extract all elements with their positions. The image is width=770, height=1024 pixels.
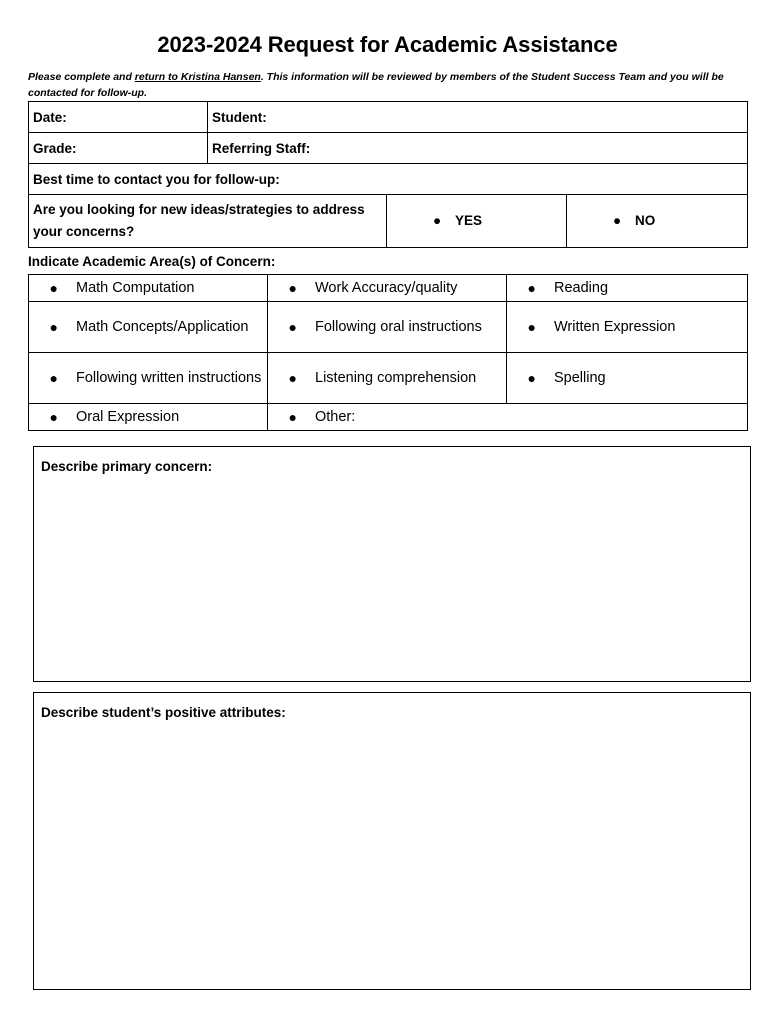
bullet-icon: ● <box>527 280 536 296</box>
area-label: Listening comprehension <box>315 370 477 386</box>
area-math-computation[interactable] <box>29 275 268 302</box>
bullet-icon: ● <box>527 319 536 335</box>
bullet-icon: ● <box>288 280 297 296</box>
bullet-icon: ● <box>288 370 297 386</box>
area-label: Following oral instructions <box>315 319 482 335</box>
student-field[interactable]: Student: <box>208 102 748 133</box>
area-label: Math Concepts/Application <box>76 319 249 335</box>
area-spelling[interactable] <box>507 353 748 404</box>
best-time-field[interactable]: Best time to contact you for follow-up: <box>29 164 748 195</box>
bullet-icon: ● <box>288 409 297 425</box>
bullet-icon: ● <box>49 319 58 335</box>
area-oral-expression[interactable] <box>29 404 268 431</box>
date-field[interactable]: Date: <box>29 102 208 133</box>
student-info-table <box>28 101 748 248</box>
no-option[interactable] <box>567 195 748 248</box>
page-title: 2023-2024 Request for Academic Assistance <box>157 32 618 57</box>
primary-concern-label: Describe primary concern: <box>41 459 213 474</box>
area-label: Other: <box>315 409 356 425</box>
area-following-oral[interactable] <box>268 302 507 353</box>
area-listening[interactable] <box>268 353 507 404</box>
area-label: Math Computation <box>76 280 195 296</box>
primary-concern-box[interactable] <box>33 446 751 682</box>
area-label: Spelling <box>554 370 606 386</box>
area-written-expression[interactable] <box>507 302 748 353</box>
instructions-before: Please complete and <box>28 71 135 83</box>
positive-attributes-box[interactable] <box>33 692 751 990</box>
area-following-written[interactable] <box>29 353 268 404</box>
area-work-accuracy[interactable] <box>268 275 507 302</box>
area-label: Written Expression <box>554 319 676 335</box>
bullet-icon: ● <box>49 409 58 425</box>
yes-label: YES <box>455 213 483 228</box>
instructions-after: . This information will be reviewed by members of the Student Success Team and you will be contacted for follow-up. <box>28 71 724 99</box>
new-ideas-question: Are you looking for new ideas/strategies to address your concerns? <box>29 195 387 248</box>
return-to-link: return to Kristina Hansen <box>134 71 261 83</box>
bullet-icon: ● <box>527 370 536 386</box>
area-reading[interactable] <box>507 275 748 302</box>
area-label: Oral Expression <box>76 409 180 425</box>
bullet-icon: ● <box>49 370 58 386</box>
no-label: NO <box>635 213 656 228</box>
yes-option[interactable] <box>387 195 567 248</box>
bullet-icon: ● <box>288 319 297 335</box>
grade-field[interactable]: Grade: <box>29 133 208 164</box>
area-label: Work Accuracy/quality <box>315 280 458 296</box>
bullet-icon: ● <box>433 213 442 228</box>
area-label: Reading <box>554 280 609 296</box>
academic-areas-heading: Indicate Academic Area(s) of Concern: <box>28 254 276 269</box>
bullet-icon: ● <box>49 280 58 296</box>
academic-areas-table <box>28 274 748 431</box>
instructions-text <box>28 69 728 101</box>
referring-staff-field[interactable]: Referring Staff: <box>208 133 748 164</box>
area-label: Following written instructions <box>76 370 262 386</box>
area-math-concepts[interactable] <box>29 302 268 353</box>
bullet-icon: ● <box>613 213 622 228</box>
positive-attributes-label: Describe student’s positive attributes: <box>41 705 286 720</box>
area-other[interactable] <box>268 404 748 431</box>
